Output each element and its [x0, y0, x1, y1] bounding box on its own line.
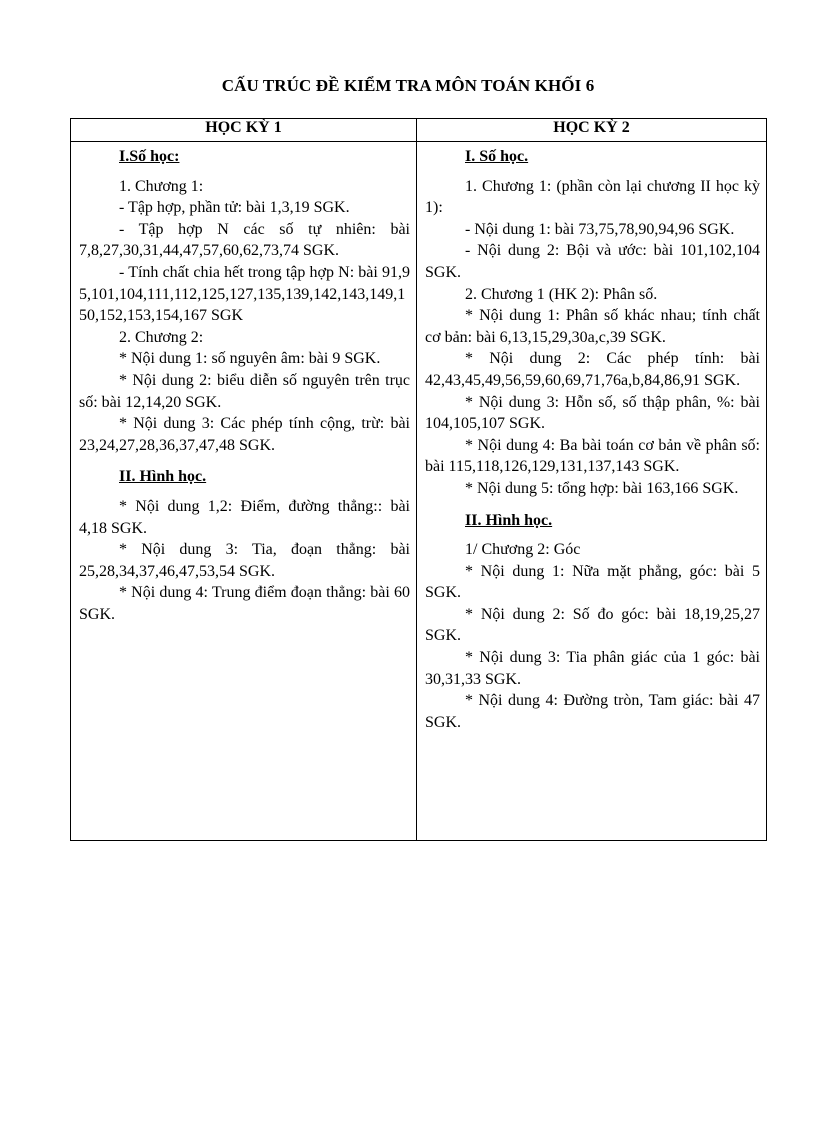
s1-geo-line: * Nội dung 3: Tia, đoạn thẳng: bài 25,28,34,37,46,47,53,54 SGK.: [79, 541, 410, 580]
syllabus-table: [70, 118, 767, 841]
s2-geo-line: 1/ Chương 2: Góc: [465, 541, 581, 559]
s1-arith-line: * Nội dung 1: số nguyên âm: bài 9 SGK.: [119, 350, 381, 368]
table-body-row: [71, 142, 767, 841]
s2-arith-line: * Nội dung 5: tổng hợp: bài 163,166 SGK.: [465, 479, 739, 497]
s2-geo-line: * Nội dung 3: Tia phân giác của 1 góc: bài 30,31,33 SGK.: [425, 649, 760, 688]
table-header-row: [71, 119, 767, 142]
s1-geo-line: * Nội dung 1,2: Điểm, đường thẳng:: bài 4,18 SGK.: [79, 497, 410, 537]
s1-arith-line: 2. Chương 2:: [119, 328, 204, 346]
s1-arith-line: 1. Chương 1:: [119, 177, 204, 195]
s2-geometry-heading: II. Hình học.: [465, 511, 553, 529]
s2-arith-line: 2. Chương 1 (HK 2): Phân số.: [465, 285, 658, 303]
s2-arith-line: * Nội dung 3: Hỗn số, số thập phân, %: bài 104,105,107 SGK.: [425, 393, 760, 433]
s1-arithmetic-heading: I.Số học:: [119, 148, 180, 165]
s2-arith-line: - Nội dung 2: Bội và ước: bài 101,102,104 SGK.: [425, 242, 760, 281]
s2-arith-line: - Nội dung 1: bài 73,75,78,90,94,96 SGK.: [465, 220, 735, 238]
s1-arith-line: * Nội dung 2: biểu diễn số nguyên trên trục số: bài 12,14,20 SGK.: [79, 371, 410, 411]
s1-arith-line: - Tính chất chia hết trong tập hợp N: bài 91,95,101,104,111,112,125,127,135,139,142,143,149,150,152,153,154,167 SGK: [79, 263, 410, 325]
semester-2-content: [417, 142, 767, 841]
semester-1-header: HỌC KỲ 1: [71, 119, 417, 142]
page-title: CẤU TRÚC ĐỀ KIỂM TRA MÔN TOÁN KHỐI 6: [221, 76, 595, 95]
s1-geo-line: * Nội dung 4: Trung điểm đoạn thẳng: bài 60 SGK.: [79, 584, 410, 623]
semester-1-content: [71, 142, 417, 841]
s2-geo-line: * Nội dung 1: Nữa mặt phẳng, góc: bài 5 SGK.: [425, 562, 760, 602]
s2-geo-line: * Nội dung 4: Đường tròn, Tam giác: bài 47 SGK.: [425, 692, 760, 731]
s1-geometry-heading: II. Hình học.: [119, 468, 207, 486]
semester-2-header: HỌC KỲ 2: [417, 119, 767, 142]
s2-arith-line: * Nội dung 4: Ba bài toán cơ bản về phân số: bài 115,118,126,129,131,137,143 SGK.: [425, 436, 760, 476]
s1-arith-line: * Nội dung 3: Các phép tính cộng, trừ: bài 23,24,27,28,36,37,47,48 SGK.: [79, 415, 410, 454]
s1-arith-line: - Tập hợp N các số tự nhiên: bài 7,8,27,30,31,44,47,57,60,62,73,74 SGK.: [79, 220, 410, 260]
s2-arith-line: * Nội dung 1: Phân số khác nhau; tính chất cơ bản: bài 6,13,15,29,30a,c,39 SGK.: [425, 307, 760, 346]
s2-geo-line: * Nội dung 2: Số đo góc: bài 18,19,25,27 SGK.: [425, 605, 760, 645]
s2-arith-line: 1. Chương 1: (phần còn lại chương II học kỳ 1):: [425, 177, 760, 217]
s2-arith-line: * Nội dung 2: Các phép tính: bài 42,43,45,49,56,59,60,69,71,76a,b,84,86,91 SGK.: [425, 350, 760, 389]
s2-arithmetic-heading: I. Số học.: [465, 148, 529, 165]
s1-arith-line: - Tập hợp, phần tử: bài 1,3,19 SGK.: [119, 199, 350, 217]
